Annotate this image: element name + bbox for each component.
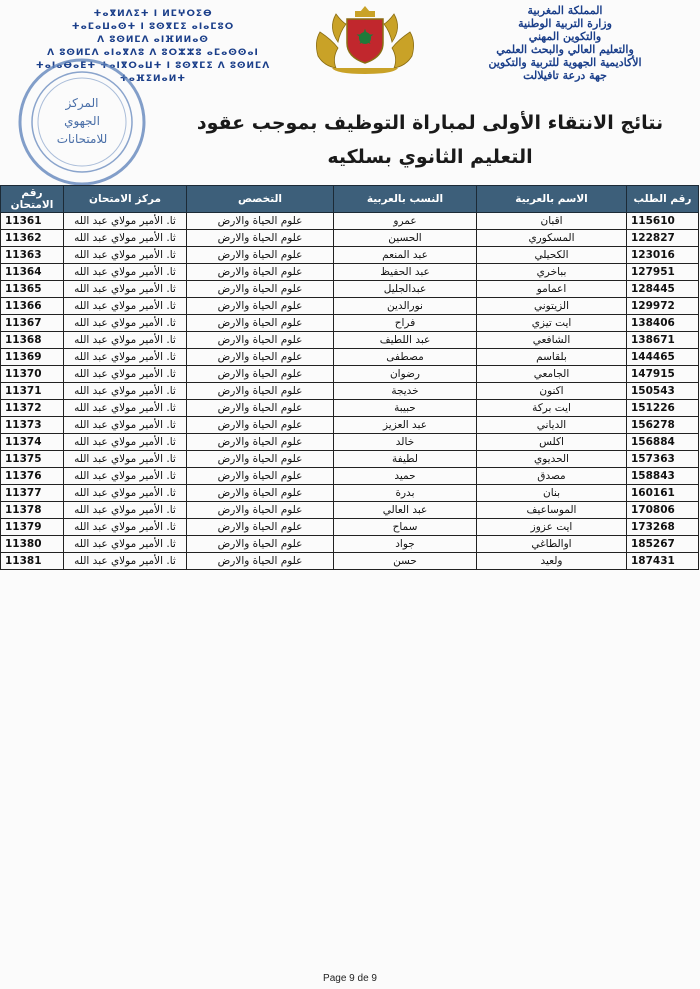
specialty-cell: علوم الحياة والارض — [187, 400, 334, 417]
exam-number-cell: 11381 — [1, 553, 64, 570]
tifinagh-line: ⴷ ⵓⵙⵍⵎⴷ ⴰⵏⴰⴳⴷⵓ ⴷ ⵓⵔⵣⵣⵓ ⴰⵎⴰⵙⵙⴰⵏ — [47, 48, 259, 58]
first-name-cell: الجامعي — [477, 366, 627, 383]
last-name-cell: جواد — [334, 536, 477, 553]
header-exam-center: مركز الامتحان — [64, 186, 187, 213]
specialty-cell: علوم الحياة والارض — [187, 281, 334, 298]
specialty-cell: علوم الحياة والارض — [187, 434, 334, 451]
request-number-cell: 170806 — [627, 502, 699, 519]
specialty-cell: علوم الحياة والارض — [187, 298, 334, 315]
exam-number-cell: 11371 — [1, 383, 64, 400]
specialty-cell: علوم الحياة والارض — [187, 417, 334, 434]
regional-exam-center-stamp-icon — [10, 52, 160, 192]
first-name-cell: الشافعي — [477, 332, 627, 349]
last-name-cell: حبيبة — [334, 400, 477, 417]
specialty-cell: علوم الحياة والارض — [187, 349, 334, 366]
table-row — [1, 468, 699, 485]
first-name-cell: الموساعيف — [477, 502, 627, 519]
last-name-cell: الحسين — [334, 230, 477, 247]
request-number-cell: 147915 — [627, 366, 699, 383]
table-row — [1, 315, 699, 332]
last-name-cell: عبد المنعم — [334, 247, 477, 264]
last-name-cell: لطيفة — [334, 451, 477, 468]
exam-center-cell: ثا. الأمير مولاي عبد الله — [64, 451, 187, 468]
exam-center-cell: ثا. الأمير مولاي عبد الله — [64, 315, 187, 332]
page-footer: Page 9 de 9 — [323, 973, 377, 984]
stamp-text-line: للامتحانات — [56, 132, 108, 146]
exam-number-cell: 11366 — [1, 298, 64, 315]
specialty-cell: علوم الحياة والارض — [187, 332, 334, 349]
exam-number-cell: 11361 — [1, 213, 64, 230]
request-number-cell: 138406 — [627, 315, 699, 332]
exam-center-cell: ثا. الأمير مولاي عبد الله — [64, 298, 187, 315]
request-number-cell: 123016 — [627, 247, 699, 264]
exam-number-cell: 11362 — [1, 230, 64, 247]
table-row — [1, 383, 699, 400]
exam-center-cell: ثا. الأمير مولاي عبد الله — [64, 230, 187, 247]
request-number-cell: 144465 — [627, 349, 699, 366]
first-name-cell: الحديوي — [477, 451, 627, 468]
first-name-cell: بنان — [477, 485, 627, 502]
exam-number-cell: 11374 — [1, 434, 64, 451]
page-title: نتائج الانتقاء الأولى لمباراة التوظيف بموجب عقود — [196, 112, 664, 134]
specialty-cell: علوم الحياة والارض — [187, 485, 334, 502]
table-row — [1, 264, 699, 281]
exam-center-cell: ثا. الأمير مولاي عبد الله — [64, 553, 187, 570]
exam-center-cell: ثا. الأمير مولاي عبد الله — [64, 213, 187, 230]
first-name-cell: الزيتوني — [477, 298, 627, 315]
exam-number-cell: 11369 — [1, 349, 64, 366]
header-line: جهة درعة تافيلالت — [523, 69, 607, 82]
request-number-cell: 115610 — [627, 213, 699, 230]
first-name-cell: الكحيلي — [477, 247, 627, 264]
specialty-cell: علوم الحياة والارض — [187, 230, 334, 247]
exam-center-cell: ثا. الأمير مولاي عبد الله — [64, 502, 187, 519]
first-name-cell: اقبان — [477, 213, 627, 230]
specialty-cell: علوم الحياة والارض — [187, 264, 334, 281]
exam-center-cell: ثا. الأمير مولاي عبد الله — [64, 264, 187, 281]
last-name-cell: عبدالجليل — [334, 281, 477, 298]
exam-number-cell: 11368 — [1, 332, 64, 349]
last-name-cell: خالد — [334, 434, 477, 451]
request-number-cell: 173268 — [627, 519, 699, 536]
first-name-cell: بلقاسم — [477, 349, 627, 366]
table-row — [1, 434, 699, 451]
exam-center-cell: ثا. الأمير مولاي عبد الله — [64, 281, 187, 298]
request-number-cell: 122827 — [627, 230, 699, 247]
header-exam-number: رقم الامتحان — [1, 186, 64, 213]
header-line: والتعليم العالي والبحث العلمي — [496, 43, 634, 56]
exam-number-cell: 11375 — [1, 451, 64, 468]
first-name-cell: ايت بركة — [477, 400, 627, 417]
request-number-cell: 151226 — [627, 400, 699, 417]
specialty-cell: علوم الحياة والارض — [187, 553, 334, 570]
table-row — [1, 366, 699, 383]
exam-center-cell: ثا. الأمير مولاي عبد الله — [64, 417, 187, 434]
first-name-cell: الدياني — [477, 417, 627, 434]
exam-number-cell: 11376 — [1, 468, 64, 485]
exam-number-cell: 11372 — [1, 400, 64, 417]
stamp-text-line: الجهوي — [64, 114, 100, 128]
specialty-cell: علوم الحياة والارض — [187, 536, 334, 553]
request-number-cell: 157363 — [627, 451, 699, 468]
last-name-cell: خديجة — [334, 383, 477, 400]
header-line: المملكة المغربية — [527, 4, 603, 17]
header-first-name: الاسم بالعربية — [477, 186, 627, 213]
last-name-cell: عمرو — [334, 213, 477, 230]
request-number-cell: 129972 — [627, 298, 699, 315]
table-row — [1, 298, 699, 315]
tifinagh-line: ⵜⴰⵎⴰⵡⴰⵙⵜ ⵏ ⵓⵙⴳⵎⵉ ⴰⵏⴰⵎⵓⵔ — [71, 22, 235, 32]
royal-coat-of-arms-icon — [302, 2, 428, 76]
table-row — [1, 502, 699, 519]
table-row — [1, 247, 699, 264]
request-number-cell: 158843 — [627, 468, 699, 485]
table-row — [1, 519, 699, 536]
page-subtitle: التعليم الثانوي بسلكيه — [327, 146, 533, 168]
first-name-cell: بباخري — [477, 264, 627, 281]
first-name-cell: المسكوري — [477, 230, 627, 247]
last-name-cell: عبد الحفيظ — [334, 264, 477, 281]
specialty-cell: علوم الحياة والارض — [187, 451, 334, 468]
exam-number-cell: 11373 — [1, 417, 64, 434]
exam-center-cell: ثا. الأمير مولاي عبد الله — [64, 519, 187, 536]
first-name-cell: ولعيد — [477, 553, 627, 570]
specialty-cell: علوم الحياة والارض — [187, 366, 334, 383]
request-number-cell: 160161 — [627, 485, 699, 502]
header-line: وزارة التربية الوطنية — [518, 17, 612, 30]
specialty-cell: علوم الحياة والارض — [187, 383, 334, 400]
exam-center-cell: ثا. الأمير مولاي عبد الله — [64, 366, 187, 383]
header-arabic-block — [440, 4, 690, 82]
request-number-cell: 128445 — [627, 281, 699, 298]
tifinagh-line: ⵜⴰⵏⴰⴱⴰⴹⵜ ⵜⴰⵏⴳⵔⴰⵡⵜ ⵏ ⵓⵙⴳⵎⵉ ⴷ ⵓⵙⵍⵎⴷ — [35, 61, 271, 71]
exam-number-cell: 11378 — [1, 502, 64, 519]
header-specialty: التخصص — [187, 186, 334, 213]
exam-center-cell: ثا. الأمير مولاي عبد الله — [64, 332, 187, 349]
exam-center-cell: ثا. الأمير مولاي عبد الله — [64, 349, 187, 366]
first-name-cell: ايت تيزي — [477, 315, 627, 332]
exam-number-cell: 11370 — [1, 366, 64, 383]
last-name-cell: بدرة — [334, 485, 477, 502]
header-request-number: رقم الطلب — [627, 186, 699, 213]
last-name-cell: نورالدين — [334, 298, 477, 315]
request-number-cell: 150543 — [627, 383, 699, 400]
last-name-cell: فراح — [334, 315, 477, 332]
exam-number-cell: 11377 — [1, 485, 64, 502]
table-row — [1, 230, 699, 247]
request-number-cell: 156884 — [627, 434, 699, 451]
first-name-cell: اكلس — [477, 434, 627, 451]
last-name-cell: حسن — [334, 553, 477, 570]
last-name-cell: عبد العالي — [334, 502, 477, 519]
specialty-cell: علوم الحياة والارض — [187, 247, 334, 264]
exam-number-cell: 11365 — [1, 281, 64, 298]
first-name-cell: ايت عزوز — [477, 519, 627, 536]
specialty-cell: علوم الحياة والارض — [187, 315, 334, 332]
request-number-cell: 187431 — [627, 553, 699, 570]
tifinagh-line: ⵜⴰⴼⵉⵍⴰⵍⵜ — [119, 74, 187, 84]
tifinagh-line: ⵜⴰⴳⵍⴷⵉⵜ ⵏ ⵍⵎⵖⵔⵉⴱ — [93, 9, 213, 19]
exam-number-cell: 11379 — [1, 519, 64, 536]
results-table — [0, 185, 699, 570]
first-name-cell: اكنون — [477, 383, 627, 400]
table-row — [1, 536, 699, 553]
exam-center-cell: ثا. الأمير مولاي عبد الله — [64, 536, 187, 553]
request-number-cell: 156278 — [627, 417, 699, 434]
exam-center-cell: ثا. الأمير مولاي عبد الله — [64, 468, 187, 485]
specialty-cell: علوم الحياة والارض — [187, 519, 334, 536]
exam-center-cell: ثا. الأمير مولاي عبد الله — [64, 400, 187, 417]
last-name-cell: سماح — [334, 519, 477, 536]
exam-number-cell: 11367 — [1, 315, 64, 332]
table-row — [1, 553, 699, 570]
header-last-name: النسب بالعربية — [334, 186, 477, 213]
table-row — [1, 332, 699, 349]
table-row — [1, 451, 699, 468]
exam-center-cell: ثا. الأمير مولاي عبد الله — [64, 434, 187, 451]
table-row — [1, 349, 699, 366]
table-row — [1, 417, 699, 434]
last-name-cell: مصطفى — [334, 349, 477, 366]
first-name-cell: اعمامو — [477, 281, 627, 298]
specialty-cell: علوم الحياة والارض — [187, 502, 334, 519]
stamp-text-line: المركز — [65, 96, 99, 110]
last-name-cell: عبد اللطيف — [334, 332, 477, 349]
request-number-cell: 127951 — [627, 264, 699, 281]
table-row — [1, 281, 699, 298]
specialty-cell: علوم الحياة والارض — [187, 213, 334, 230]
exam-number-cell: 11363 — [1, 247, 64, 264]
exam-number-cell: 11380 — [1, 536, 64, 553]
last-name-cell: عبد العزيز — [334, 417, 477, 434]
last-name-cell: حميد — [334, 468, 477, 485]
header-line: والتكوين المهني — [528, 30, 602, 43]
header-line: الأكاديمية الجهوية للتربية والتكوين — [488, 56, 642, 69]
table-header-row — [1, 186, 699, 213]
first-name-cell: اوالطاغي — [477, 536, 627, 553]
exam-number-cell: 11364 — [1, 264, 64, 281]
exam-center-cell: ثا. الأمير مولاي عبد الله — [64, 383, 187, 400]
specialty-cell: علوم الحياة والارض — [187, 468, 334, 485]
table-row — [1, 400, 699, 417]
exam-center-cell: ثا. الأمير مولاي عبد الله — [64, 485, 187, 502]
exam-center-cell: ثا. الأمير مولاي عبد الله — [64, 247, 187, 264]
first-name-cell: مصدق — [477, 468, 627, 485]
table-row — [1, 485, 699, 502]
last-name-cell: رضوان — [334, 366, 477, 383]
table-row — [1, 213, 699, 230]
request-number-cell: 138671 — [627, 332, 699, 349]
request-number-cell: 185267 — [627, 536, 699, 553]
tifinagh-line: ⴷ ⵓⵙⵍⵎⴷ ⴰⵏⴼⵍⵍⴰⵙ — [97, 35, 209, 45]
